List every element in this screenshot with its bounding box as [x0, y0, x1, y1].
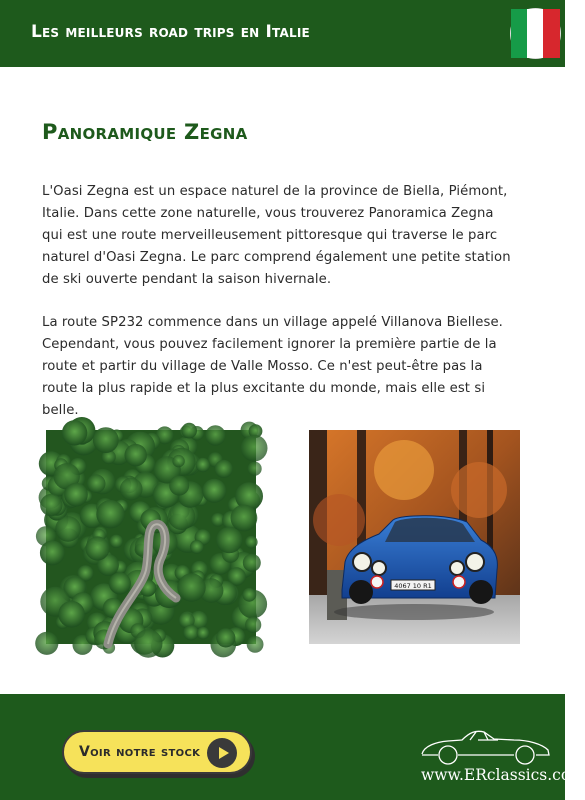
view-stock-button[interactable] — [62, 730, 252, 774]
header-title: Les meilleurs road trips en Italie — [31, 22, 310, 42]
view-stock-label: Voir notre stock — [79, 744, 201, 760]
play-icon — [207, 738, 237, 768]
classic-car-icon — [418, 720, 553, 768]
italy-flag-icon — [510, 8, 561, 59]
rally-car-photo — [309, 430, 520, 644]
website-link[interactable]: www.ERclassics.com — [421, 766, 585, 784]
forest-road-photo — [46, 430, 256, 644]
header-bar — [0, 0, 565, 67]
paragraph-intro: L'Oasi Zegna est un espace naturel de la province de Biella, Piémont, Italie. Dans cette zone naturelle, vous trouverez Panoramica Zegna qui est une route merveilleusement pittoresque qui traverse le parc naturel d'Oasi Zegna. Le parc comprend également une petite station de ski ouverte pendant la saison hivernale. — [42, 184, 511, 287]
section-title: Panoramique Zegna — [42, 120, 248, 144]
paragraph-route: La route SP232 commence dans un village appelé Villanova Biellese. Cependant, vous pouvez facilement ignorer la première partie de la route et partir du village de Valle Mosso. Ce n'est peut-être pas la route la plus rapide et la plus excitante du monde, mais elle est si belle. — [42, 315, 503, 418]
license-plate: 4067 10 R1 — [394, 582, 432, 590]
